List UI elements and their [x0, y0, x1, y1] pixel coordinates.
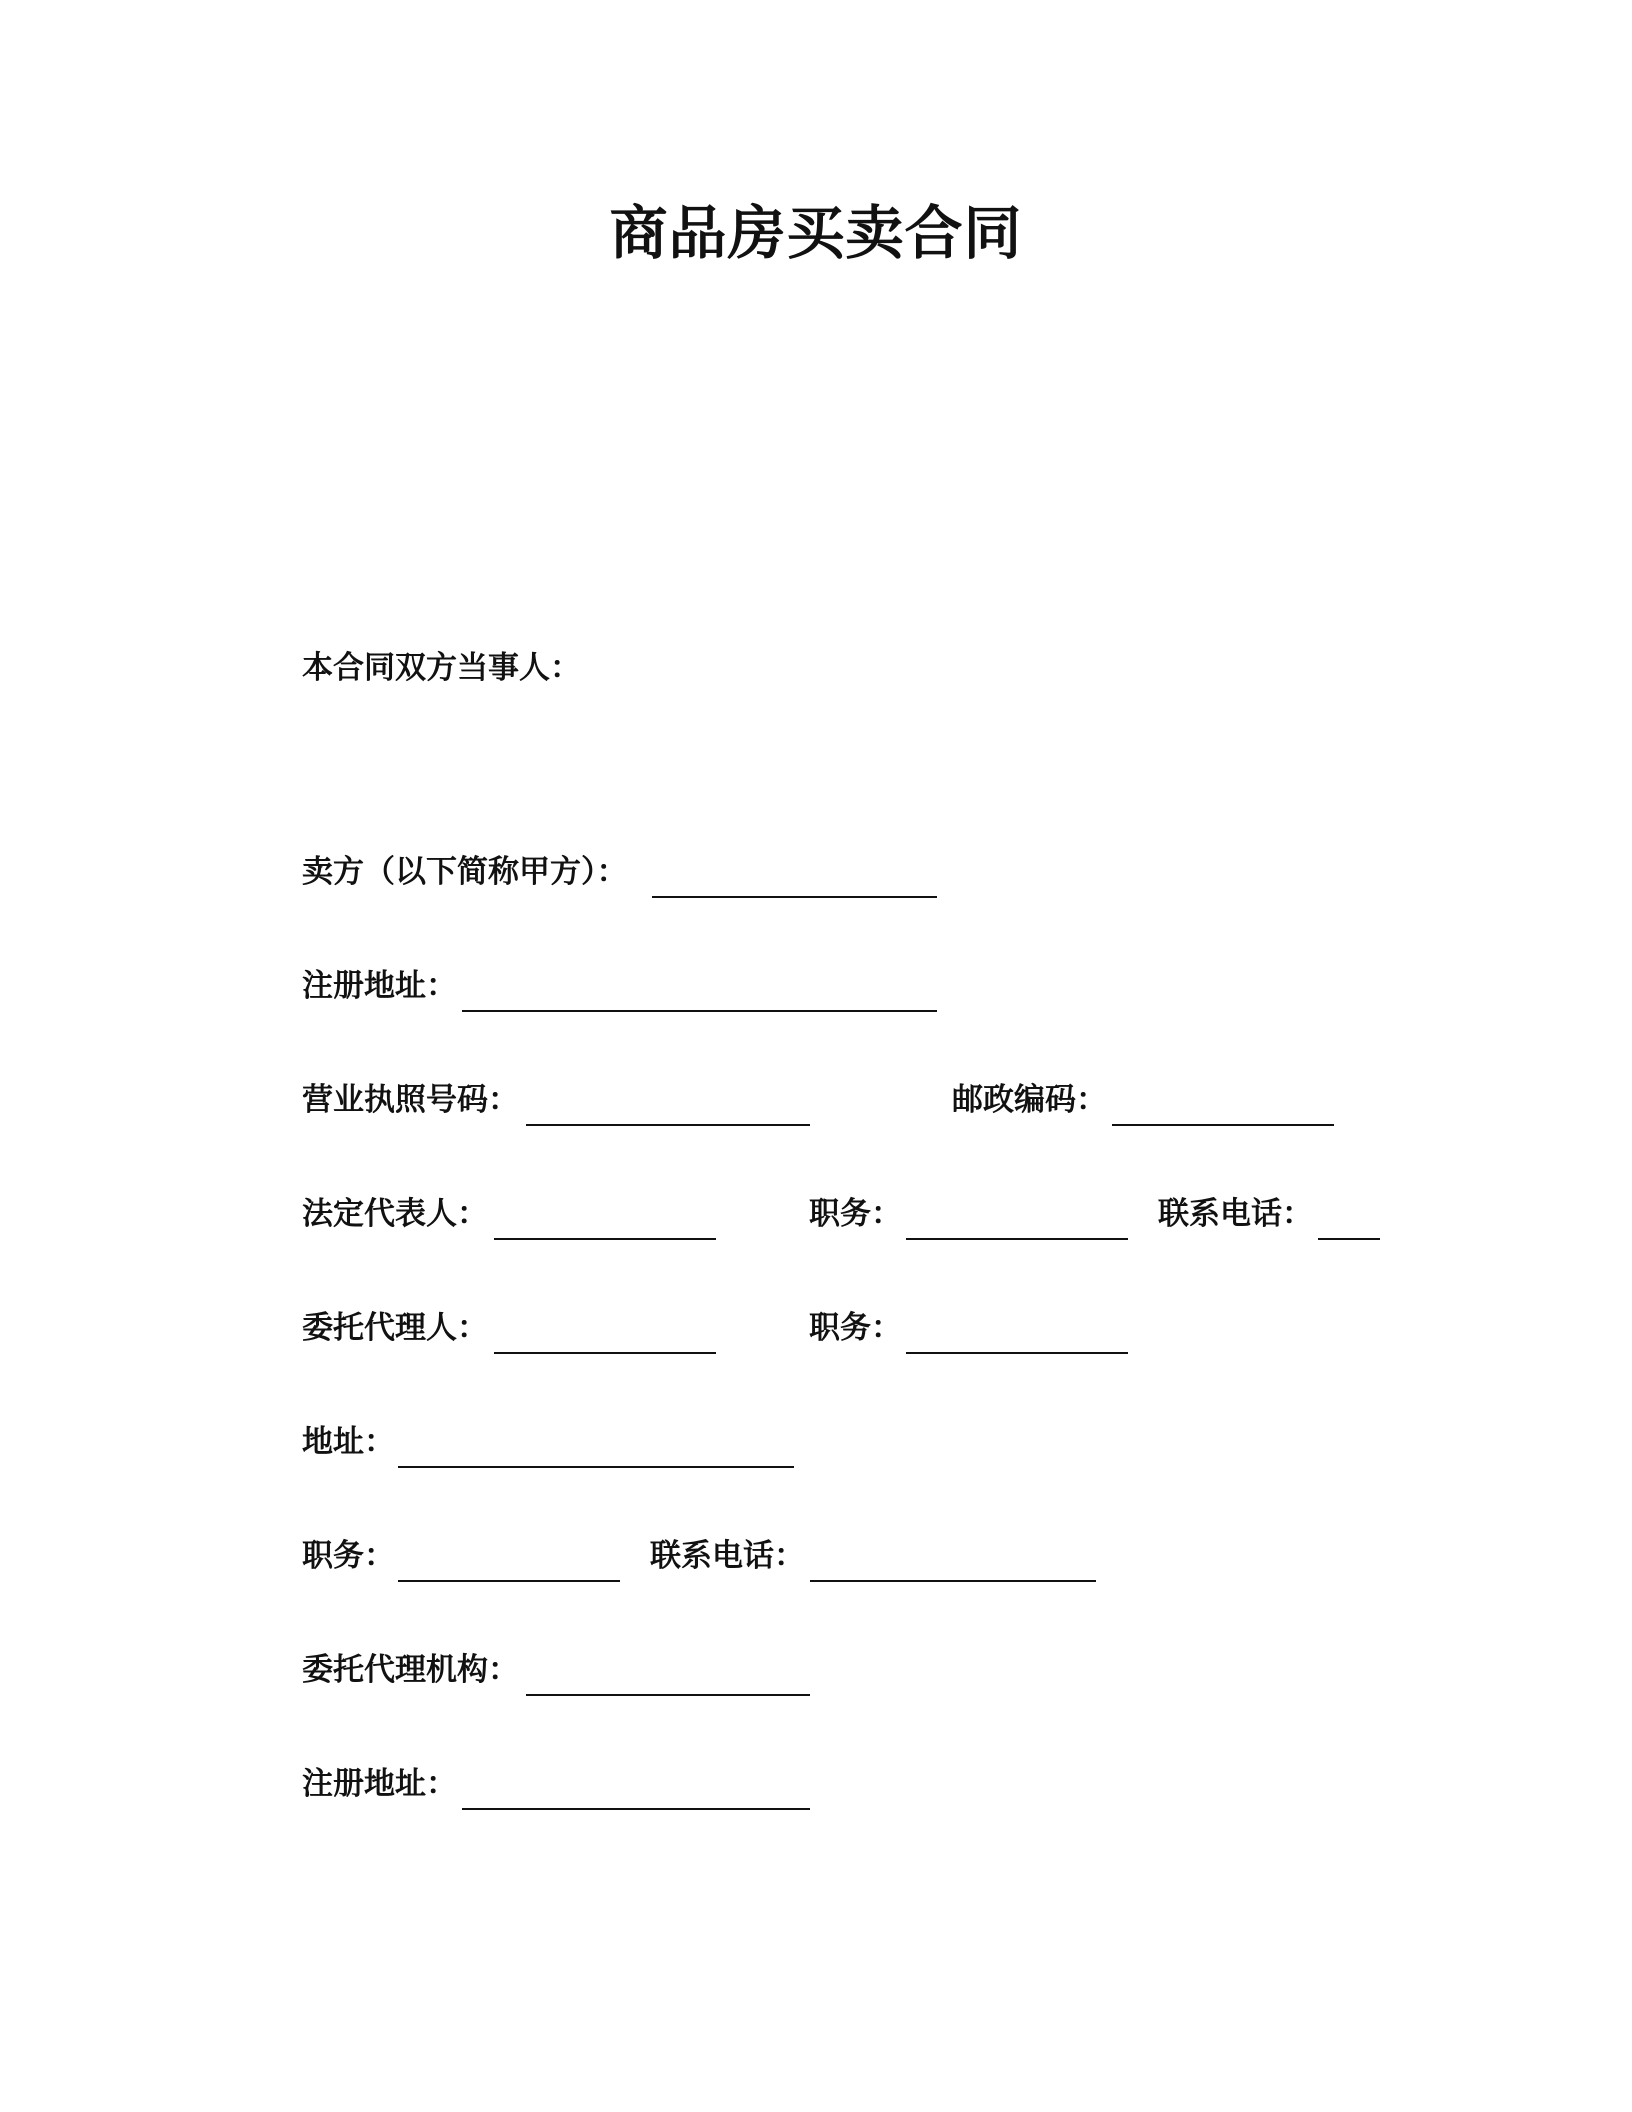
position-label-2: 职务： [809, 1310, 902, 1346]
position-field-3 [302, 1526, 395, 1576]
authorized-agent-label: 委托代理人： [302, 1310, 488, 1346]
phone-label-1: 联系电话： [1158, 1196, 1313, 1232]
legal-representative-blank[interactable] [494, 1236, 716, 1240]
seller-blank[interactable] [652, 894, 937, 898]
agency-blank[interactable] [526, 1692, 810, 1696]
agency-field [302, 1640, 519, 1690]
business-license-field [302, 1070, 519, 1120]
business-license-blank-wrap [526, 1070, 810, 1120]
position-blank-wrap-2 [906, 1298, 1128, 1348]
registered-address-label-1: 注册地址： [302, 968, 457, 1004]
parties-intro: 本合同双方当事人： [302, 650, 581, 686]
position-field-1 [809, 1184, 902, 1234]
registered-address-field-1 [302, 956, 457, 1006]
seller-field [302, 842, 628, 892]
authorized-agent-blank[interactable] [494, 1350, 716, 1354]
postal-code-blank-wrap [1112, 1070, 1334, 1120]
document-title: 商品房买卖合同 [609, 199, 1023, 267]
legal-representative-field [302, 1184, 488, 1234]
phone-field-1 [1158, 1184, 1313, 1234]
legal-representative-label: 法定代表人： [302, 1196, 488, 1232]
address-blank-wrap [398, 1412, 794, 1462]
registered-address-blank-1[interactable] [462, 1008, 937, 1012]
agency-blank-wrap [526, 1640, 810, 1690]
phone-blank-wrap-1 [1318, 1184, 1380, 1234]
authorized-agent-blank-wrap [494, 1298, 716, 1348]
phone-label-2: 联系电话： [650, 1538, 805, 1574]
position-blank-2[interactable] [906, 1350, 1128, 1354]
seller-label: 卖方（以下简称甲方）： [302, 854, 628, 890]
authorized-agent-field [302, 1298, 488, 1348]
agency-label: 委托代理机构： [302, 1652, 519, 1688]
phone-blank-2[interactable] [810, 1578, 1096, 1582]
registered-address-blank-2[interactable] [462, 1806, 810, 1810]
business-license-label: 营业执照号码： [302, 1082, 519, 1118]
position-blank-3[interactable] [398, 1578, 620, 1582]
position-blank-wrap-1 [906, 1184, 1128, 1234]
address-field [302, 1412, 395, 1462]
position-field-2 [809, 1298, 902, 1348]
phone-blank-wrap-2 [810, 1526, 1096, 1576]
position-blank-wrap-3 [398, 1526, 620, 1576]
seller-blank-wrap [652, 842, 937, 892]
position-label-1: 职务： [809, 1196, 902, 1232]
registered-address-blank-wrap-1 [462, 956, 937, 1006]
registered-address-field-2 [302, 1754, 457, 1804]
phone-field-2 [650, 1526, 805, 1576]
registered-address-blank-wrap-2 [462, 1754, 810, 1804]
phone-blank-1[interactable] [1318, 1236, 1380, 1240]
postal-code-label: 邮政编码： [952, 1082, 1107, 1118]
address-label: 地址： [302, 1424, 395, 1460]
business-license-blank[interactable] [526, 1122, 810, 1126]
position-label-3: 职务： [302, 1538, 395, 1574]
postal-code-blank[interactable] [1112, 1122, 1334, 1126]
registered-address-label-2: 注册地址： [302, 1766, 457, 1802]
position-blank-1[interactable] [906, 1236, 1128, 1240]
address-blank[interactable] [398, 1464, 794, 1468]
postal-code-field [952, 1070, 1107, 1120]
legal-representative-blank-wrap [494, 1184, 716, 1234]
